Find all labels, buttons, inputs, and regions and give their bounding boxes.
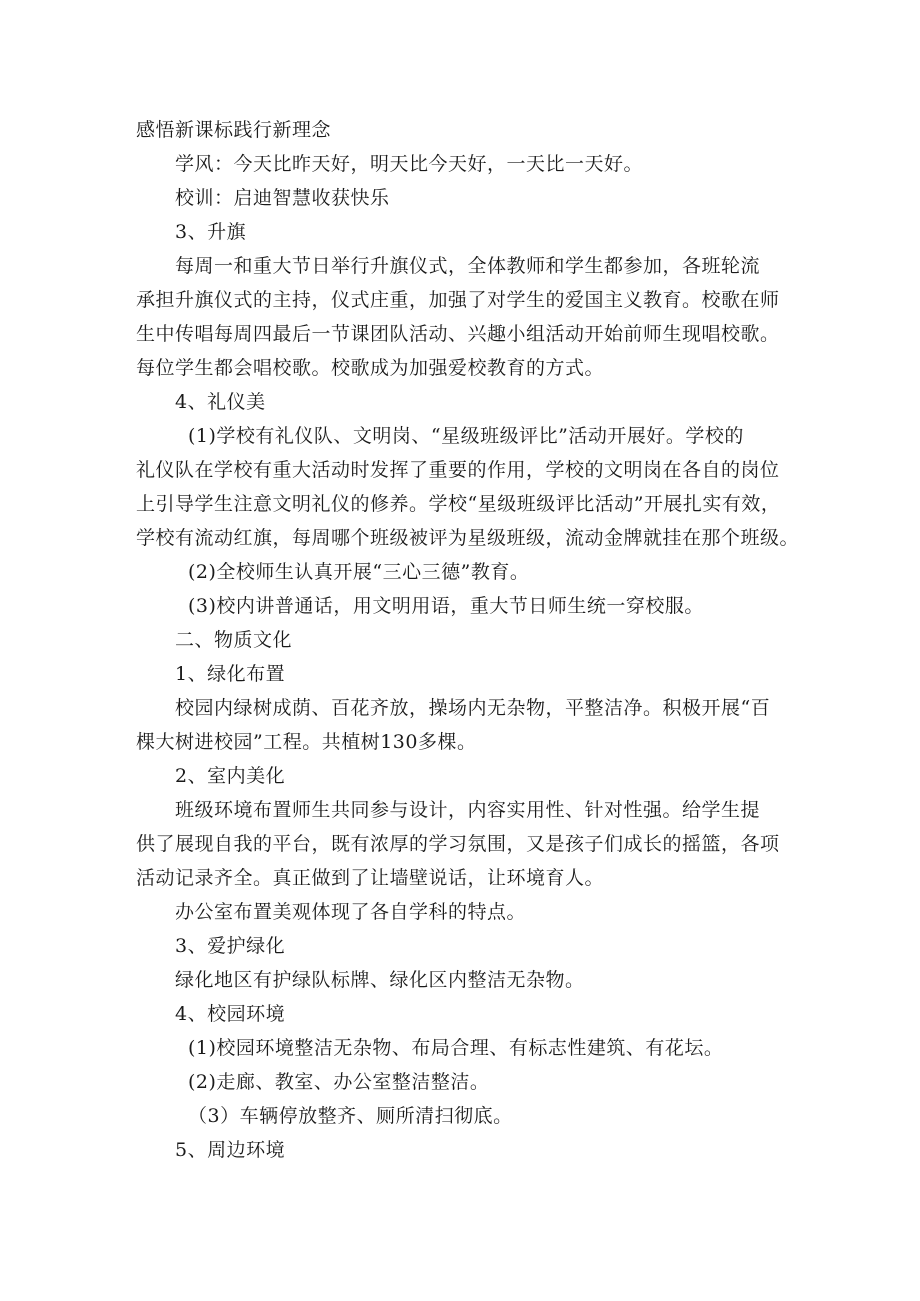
paragraph: 供了展现自我的平台，既有浓厚的学习氛围，又是孩子们成长的摇篮，各项	[136, 833, 780, 855]
paragraph: (1)学校有礼仪队、文明岗、“星级班级评比”活动开展好。学校的	[188, 425, 744, 447]
section-heading: 二、物质文化	[175, 629, 293, 651]
paragraph: (2)走廊、教室、办公室整洁整洁。	[188, 1071, 490, 1093]
paragraph: 每位学生都会唱校歌。校歌成为加强爱校教育的方式。	[136, 357, 605, 379]
paragraph: (3)校内讲普通话，用文明用语，重大节日师生统一穿校服。	[188, 595, 704, 617]
paragraph: 上引导学生注意文明礼仪的修养。学校“星级班级评比活动”开展扎实有效，	[136, 493, 781, 515]
section-heading: 4、校园环境	[175, 1003, 286, 1025]
paragraph: 每周一和重大节日举行升旗仪式，全体教师和学生都参加，各班轮流	[175, 255, 761, 277]
section-heading: 3、爱护绿化	[175, 935, 286, 957]
paragraph: (1)校园环境整洁无杂物、布局合理、有标志性建筑、有花坛。	[188, 1037, 724, 1059]
section-heading: 3、升旗	[175, 221, 247, 243]
paragraph: 校训：启迪智慧收获快乐	[175, 187, 390, 209]
paragraph: 班级环境布置师生共同参与设计，内容实用性、针对性强。给学生提	[175, 799, 761, 821]
paragraph: 绿化地区有护绿队标牌、绿化区内整洁无杂物。	[175, 969, 585, 991]
paragraph: 办公室布置美观体现了各自学科的特点。	[175, 901, 527, 923]
doc-title: 感悟新课标践行新理念	[136, 119, 332, 141]
paragraph: 棵大树进校园”工程。共植树130多棵。	[136, 731, 477, 753]
section-heading: 4、礼仪美	[175, 391, 266, 413]
paragraph: 校园内绿树成荫、百花齐放，操场内无杂物，平整洁净。积极开展“百	[175, 697, 771, 719]
paragraph: (2)全校师生认真开展“三心三德”教育。	[188, 561, 530, 583]
section-heading: 2、室内美化	[175, 765, 286, 787]
paragraph: 学风：今天比昨天好，明天比今天好，一天比一天好。	[175, 153, 644, 175]
section-heading: 1、绿化布置	[175, 663, 286, 685]
paragraph: 承担升旗仪式的主持，仪式庄重，加强了对学生的爱国主义教育。校歌在师	[136, 289, 780, 311]
section-heading: 5、周边环境	[175, 1139, 286, 1161]
paragraph: 礼仪队在学校有重大活动时发挥了重要的作用，学校的文明岗在各自的岗位	[136, 459, 780, 481]
paragraph: 生中传唱每周四最后一节课团队活动、兴趣小组活动开始前师生现唱校歌。	[136, 323, 780, 345]
paragraph: 学校有流动红旗，每周哪个班级被评为星级班级，流动金牌就挂在那个班级。	[136, 527, 800, 549]
paragraph: 活动记录齐全。真正做到了让墙壁说话，让环境育人。	[136, 867, 605, 889]
paragraph: （3）车辆停放整齐、厕所清扫彻底。	[188, 1105, 513, 1127]
